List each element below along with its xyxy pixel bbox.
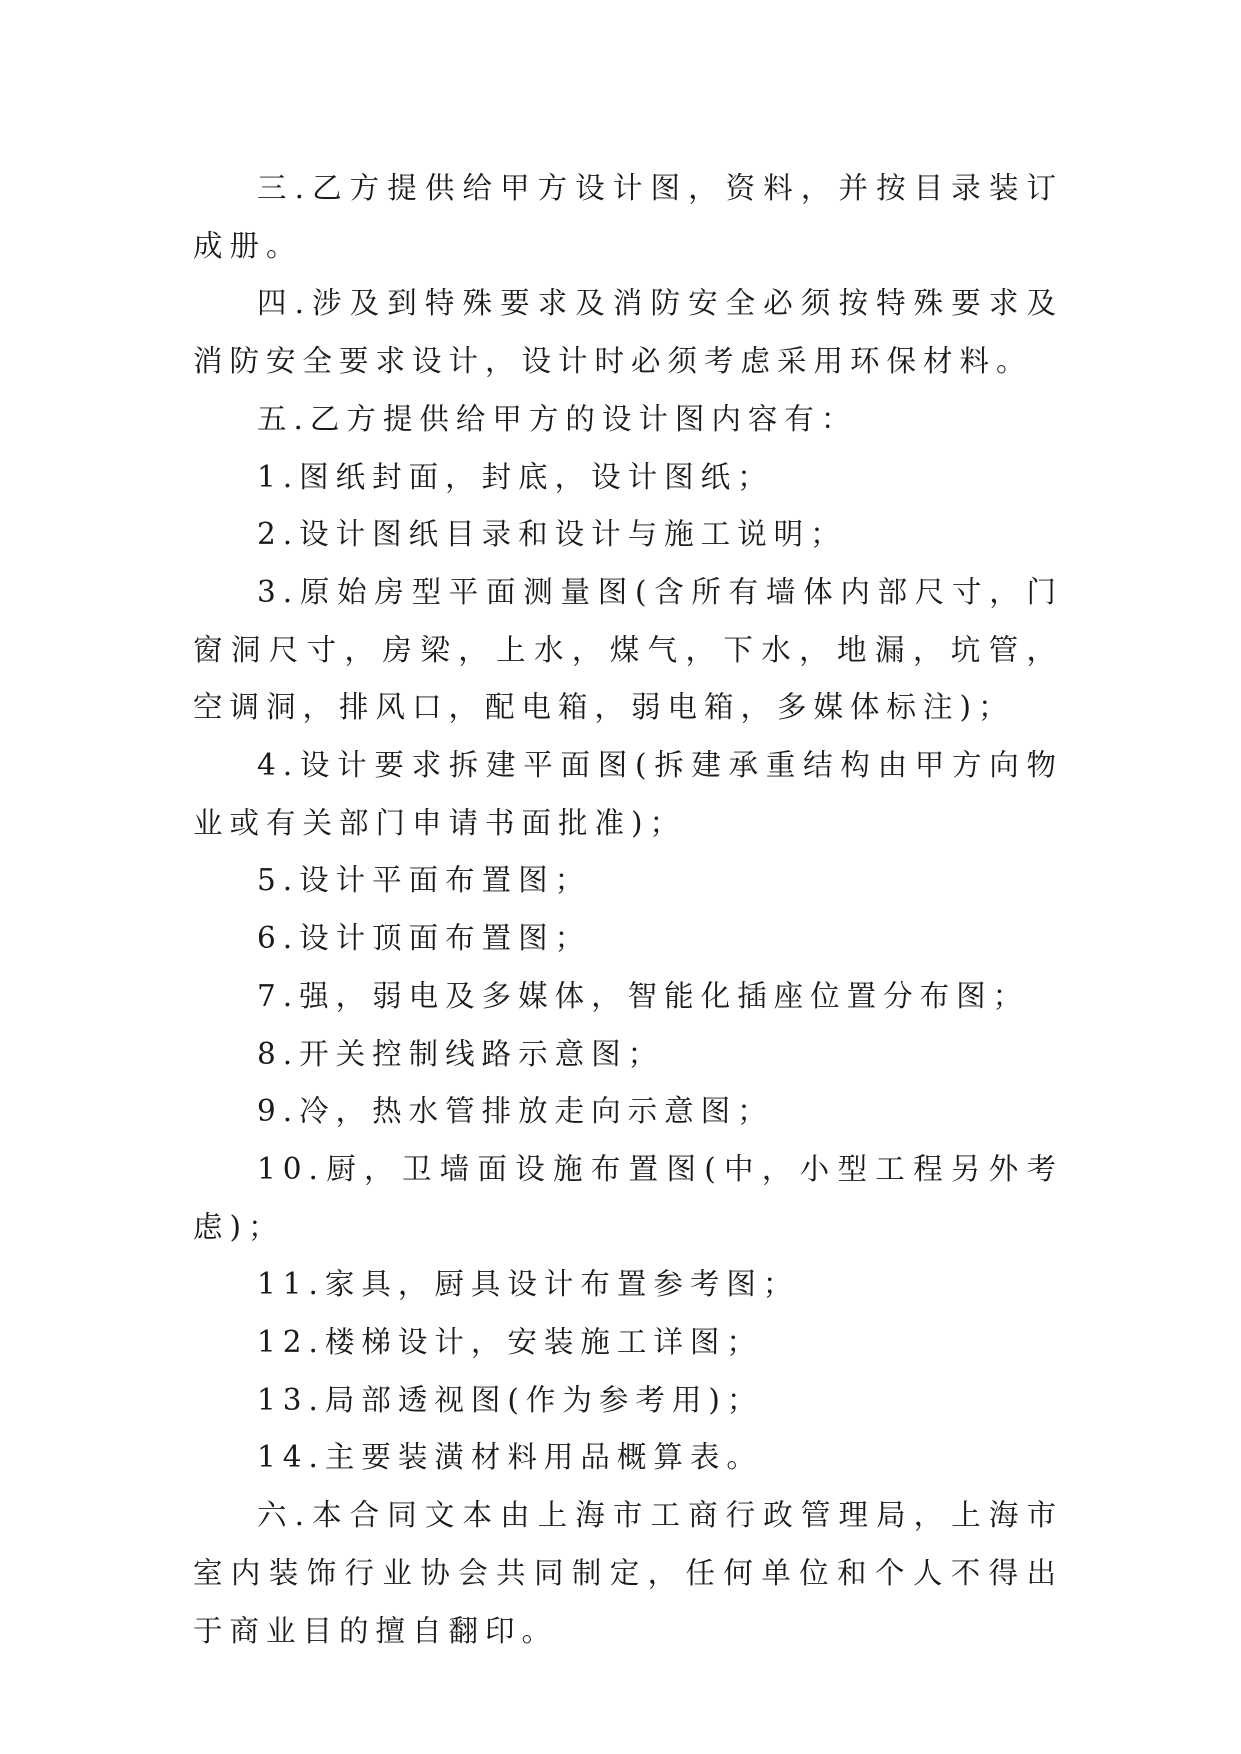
- paragraph-section-3: 三.乙方提供给甲方设计图，资料，并按目录装订成册。: [193, 171, 1063, 263]
- paragraph-section-4: 四.涉及到特殊要求及消防安全必须按特殊要求及消防安全要求设计，设计时必须考虑采用环保材料。: [193, 286, 1063, 379]
- list-item-10: 10.厨，卫墙面设施布置图(中，小型工程另外考虑)；: [193, 1151, 1063, 1244]
- paragraph-section-5: 五.乙方提供给甲方的设计图内容有：: [257, 401, 858, 436]
- list-item-1: 1.图纸封面，封底，设计图纸；: [257, 459, 774, 494]
- document-body: [193, 160, 1063, 1660]
- list-item-11: 11.家具，厨具设计布置参考图；: [257, 1267, 800, 1302]
- list-item-9: 9.冷，热水管排放走向示意图；: [257, 1094, 774, 1129]
- paragraph-section-6: 六.本合同文本由上海市工商行政管理局，上海市室内装饰行业协会共同制定，任何单位和个人不得出于商业目的擅自翻印。: [193, 1498, 1063, 1648]
- list-item-13: 13.局部透视图(作为参考用)；: [257, 1382, 764, 1417]
- list-item-3: 3.原始房型平面测量图(含所有墙体内部尺寸，门窗洞尺寸，房梁，上水，煤气，下水，地漏，坑管，空调洞，排风口，配电箱，弱电箱，多媒体标注)；: [193, 574, 1063, 725]
- list-item-8: 8.开关控制线路示意图；: [257, 1036, 665, 1071]
- list-item-4: 4.设计要求拆建平面图(拆建承重结构由甲方向物业或有关部门申请书面批准)；: [193, 748, 1063, 840]
- list-item-6: 6.设计顶面布置图；: [257, 921, 592, 956]
- list-item-14: 14.主要装潢材料用品概算表。: [257, 1440, 763, 1475]
- list-item-12: 12.楼梯设计，安装施工详图；: [257, 1325, 763, 1360]
- list-item-2: 2.设计图纸目录和设计与施工说明；: [257, 517, 847, 552]
- list-item-5: 5.设计平面布置图；: [257, 863, 592, 898]
- list-item-7: 7.强，弱电及多媒体，智能化插座位置分布图；: [257, 978, 1030, 1013]
